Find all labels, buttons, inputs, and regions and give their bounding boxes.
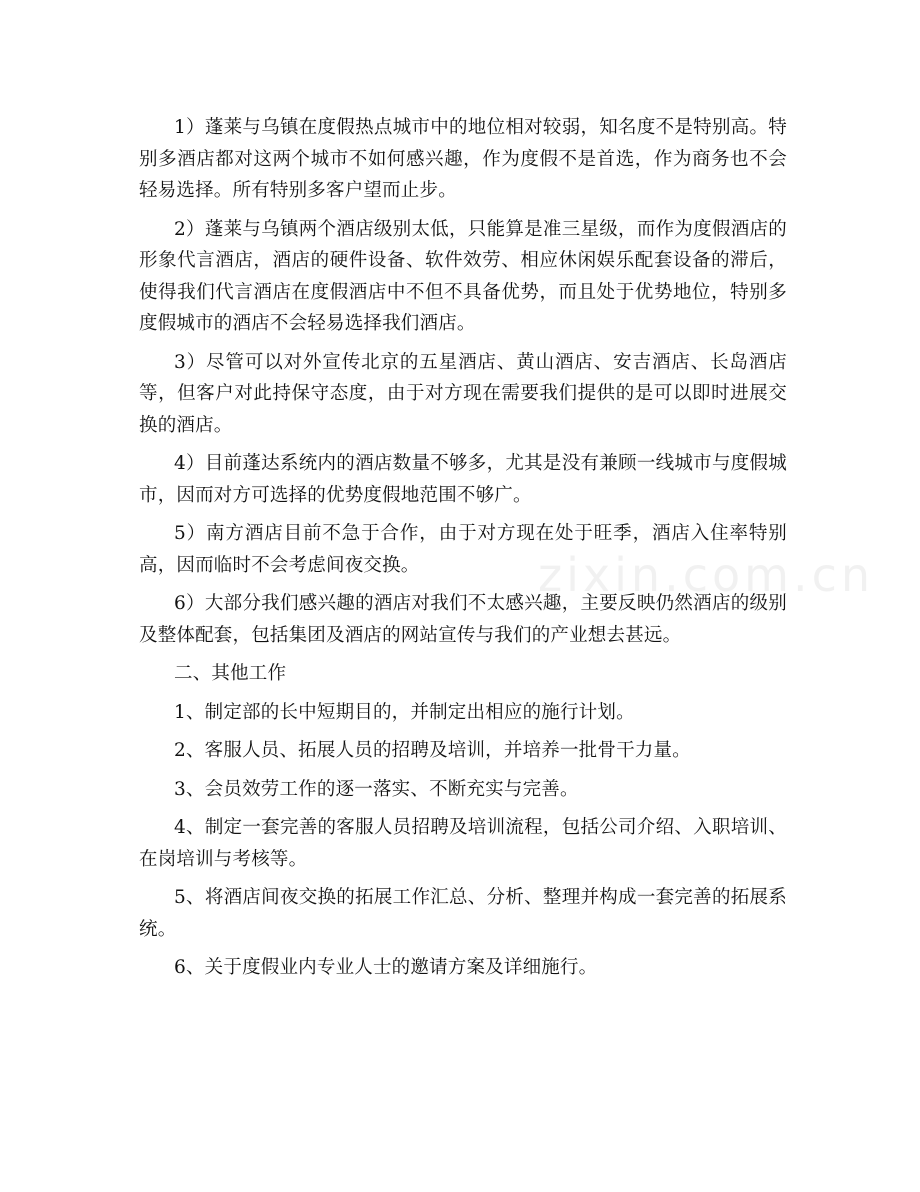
list-item-3: 3、会员效劳工作的逐一落实、不断充实与完善。 bbox=[174, 778, 579, 800]
list-item-6: 6、关于度假业内专业人士的邀请方案及详细施行。 bbox=[174, 957, 598, 978]
paragraph-4: 4）目前蓬达系统内的酒店数量不够多，尤其是没有兼顾一线城市与度假城市，因而对方可选择的优势度假地范围不够广。 bbox=[139, 453, 787, 506]
section-heading-other-work: 二、其他工作 bbox=[174, 663, 287, 684]
list-item-5: 5、将酒店间夜交换的拓展工作汇总、分析、整理并构成一套完善的拓展系统。 bbox=[139, 887, 787, 940]
paragraph-3: 3）尽管可以对外宣传北京的五星酒店、黄山酒店、安吉酒店、长岛酒店等，但客户对此持保守态度，由于对方现在需要我们提供的是可以即时进展交换的酒店。 bbox=[139, 351, 787, 436]
document-body bbox=[139, 112, 787, 991]
paragraph-6: 6）大部分我们感兴趣的酒店对我们不太感兴趣，主要反映仍然酒店的级别及整体配套，包括集团及酒店的网站宣传与我们的产业想去甚远。 bbox=[139, 593, 787, 646]
paragraph-5: 5）南方酒店目前不急于合作，由于对方现在处于旺季，酒店入住率特别高，因而临时不会考虑间夜交换。 bbox=[139, 523, 787, 576]
paragraph-1: 1）蓬莱与乌镇在度假热点城市中的地位相对较弱，知名度不是特别高。特别多酒店都对这两个城市不如何感兴趣，作为度假不是首选，作为商务也不会轻易选择。所有特别多客户望而止步。 bbox=[139, 117, 787, 201]
list-item-1: 1、制定部的长中短期目的，并制定出相应的施行计划。 bbox=[174, 701, 635, 723]
paragraph-2: 2）蓬莱与乌镇两个酒店级别太低，只能算是准三星级，而作为度假酒店的形象代言酒店，酒店的硬件设备、软件效劳、相应休闲娱乐配套设备的滞后，使得我们代言酒店在度假酒店中不但不具备优势，而且处于优势地位，特别多度假城市的酒店不会轻易选择我们酒店。 bbox=[139, 218, 787, 334]
watermark: zixin.com.cn bbox=[538, 548, 875, 602]
list-item-2: 2、客服人员、拓展人员的招聘及培训，并培养一批骨干力量。 bbox=[174, 740, 691, 761]
list-item-4: 4、制定一套完善的客服人员招聘及培训流程，包括公司介绍、入职培训、在岗培训与考核等。 bbox=[139, 817, 787, 870]
